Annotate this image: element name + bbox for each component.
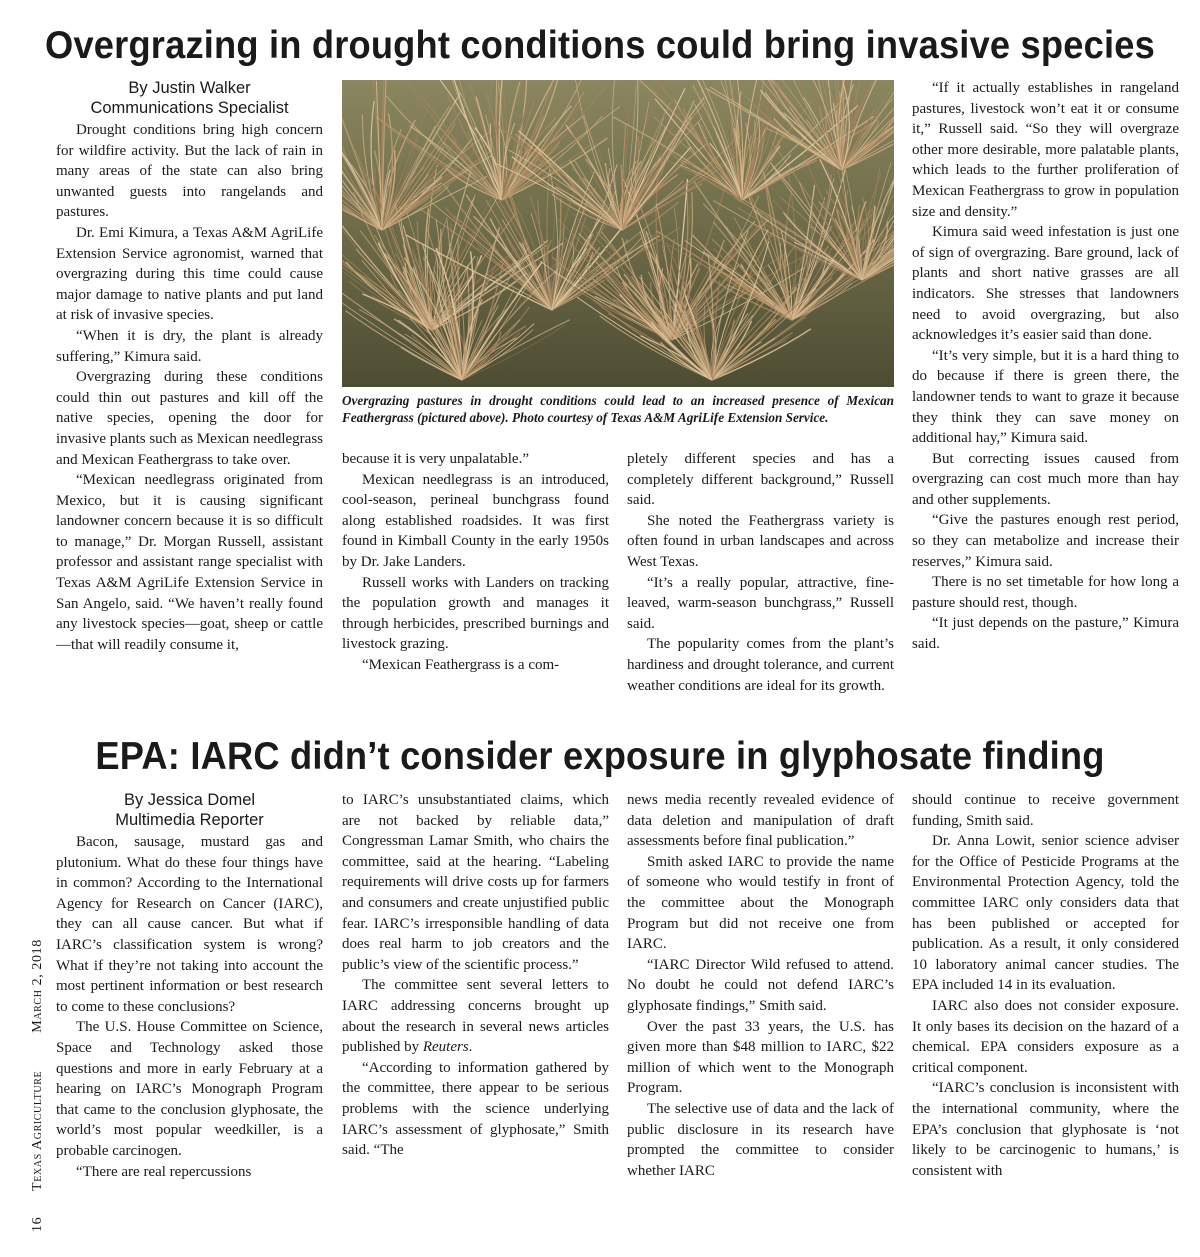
paragraph: “According to information gathered by the committee, there appear to be serious problems with the science underlying IARC’s assessment of glyphosate,” Smith said. “The xyxy=(342,1059,609,1159)
grass-illustration xyxy=(342,80,894,387)
byline-title: Multimedia Reporter xyxy=(115,811,264,829)
publication-name: Texas Agriculture xyxy=(30,1070,45,1191)
article1-byline xyxy=(56,78,323,118)
article2-column-1 xyxy=(56,790,323,1182)
paragraph: “Give the pastures enough rest period, so they can metabolize and increase their reserves,” Kimura said. xyxy=(912,512,1179,570)
paragraph: Smith asked IARC to provide the name of someone who would testify in front of the committee about the Monograph Program but did not receive one from IARC. xyxy=(627,853,894,953)
paragraph-end: . xyxy=(468,1039,473,1056)
article2-headline: EPA: IARC didn’t consider exposure in glyphosate finding xyxy=(95,735,1105,778)
paragraph xyxy=(342,975,609,1057)
paragraph: news media recently revealed evidence of data deletion and manipulation of draft assessments before final publication.” xyxy=(627,792,894,850)
publication-reference: Reuters xyxy=(422,1039,469,1056)
paragraph: “It’s very simple, but it is a hard thing to do because if there is green there, the landowner tends to want to graze it because they think they can save money on additional hay,” Kimura said. xyxy=(912,347,1179,447)
paragraph: “Mexican needlegrass originated from Mexico, but it is causing significant landowner concern because it is so difficult to manage,” Dr. Morgan Russell, assistant professor and assistant range specialist with Texas A&M AgriLife Extension Service in San Angelo, said. “We haven’t really found any livestock species—goat, sheep or cattle—that will readily consume it, xyxy=(56,472,323,653)
article2-column-3 xyxy=(627,790,894,1181)
paragraph: Bacon, sausage, mustard gas and plutonium. What do these four things have in common? According to the International Agency for Research on Cancer (IARC), they can all cause cancer. But what if IARC’s classification system is wrong? What if they’re not taking into account the most pertinent information or best research to come to these conclusions? xyxy=(56,834,323,1015)
byline-title: Communications Specialist xyxy=(90,99,289,117)
article1-column-1 xyxy=(56,78,323,655)
byline-name: By Jessica Domel xyxy=(123,791,256,809)
paragraph: Dr. Emi Kimura, a Texas A&M AgriLife Extension Service agronomist, warned that overgrazing during this time could cause major damage to native plants and put land at risk of invasive species. xyxy=(56,224,323,324)
paragraph: The selective use of data and the lack of public disclosure in its research have prompted the committee to consider whether IARC xyxy=(627,1100,894,1179)
article2-column-2 xyxy=(342,790,609,1161)
page-number: 16 xyxy=(30,1216,45,1232)
paragraph: Russell works with Landers on tracking the population growth and manages it through herbicides, prescribed burnings and livestock grazing. xyxy=(342,574,609,653)
paragraph: “It just depends on the pasture,” Kimura said. xyxy=(912,615,1179,653)
byline-name: By Justin Walker xyxy=(128,79,251,97)
paragraph: Mexican needlegrass is an introduced, cool-season, perineal bunchgrass found along established roadsides. It was first found in Kimball County in the early 1950s by Dr. Jake Landers. xyxy=(342,471,609,570)
paragraph: Dr. Anna Lowit, senior science adviser for the Office of Pesticide Programs at the Environmental Protection Agency, told the committee IARC only considers data that has been published or accepted for publication. As a result, it only considered 10 laboratory animal cancer studies. The EPA included 14 in its evaluation. xyxy=(912,833,1179,994)
article1-column-2 xyxy=(342,449,609,676)
paragraph: IARC also does not consider exposure. It only bases its decision on the hazard of a chemical. EPA considers exposure as a critical component. xyxy=(912,997,1179,1076)
paragraph: “It’s a really popular, attractive, fine-leaved, warm-season bunchgrass,” Russell said. xyxy=(627,574,894,632)
feathergrass-photo xyxy=(342,80,894,387)
paragraph: should continue to receive government funding, Smith said. xyxy=(912,792,1179,829)
issue-date: March 2, 2018 xyxy=(30,939,45,1033)
paragraph: “Mexican Feathergrass is a com- xyxy=(362,656,560,673)
paragraph: pletely different species and has a completely different background,” Russell said. xyxy=(627,451,894,509)
paragraph: “There are real repercussions xyxy=(76,1163,252,1180)
page-sidebar xyxy=(30,905,46,1232)
article1-column-3 xyxy=(627,449,894,696)
paragraph: to IARC’s unsubstantiated claims, which are not backed by reliable data,” Congressman Lamar Smith, who chairs the committee, said at the hearing. “Labeling requirements will drive costs up for farmers and consumers and create unjustified public fear. IARC’s irresponsible handling of data does real harm to job creators and the public’s view of the scientific process.” xyxy=(342,792,609,973)
article1-column-4 xyxy=(912,78,1179,655)
paragraph: Overgrazing during these conditions could thin out pastures and kill off the native species, opening the door for invasive plants such as Mexican needlegrass and Mexican Feathergrass to take over. xyxy=(56,369,324,468)
paragraph: “When it is dry, the plant is already suffering,” Kimura said. xyxy=(56,327,323,365)
paragraph: There is no set timetable for how long a pasture should rest, though. xyxy=(912,574,1179,611)
paragraph: “IARC’s conclusion is inconsistent with the international community, where the EPA’s conclusion that glyphosate is ‘not likely to be carcinogenic to humans,’ is consistent with xyxy=(912,1080,1179,1179)
paragraph: But correcting issues caused from overgrazing can cost much more than hay and other supplements. xyxy=(912,450,1179,508)
paragraph: The popularity comes from the plant’s hardiness and drought tolerance, and current weather conditions are ideal for its growth. xyxy=(627,636,894,694)
paragraph: The U.S. House Committee on Science, Space and Technology asked those questions and more in early February at a hearing on IARC’s Monograph Program that came to the conclusion glyphosate, the world’s most popular weedkiller, is a probable carcinogen. xyxy=(56,1019,323,1159)
paragraph: because it is very unpalatable.” xyxy=(342,451,530,467)
paragraph: Kimura said weed infestation is just one of sign of overgrazing. Bare ground, lack of plants and short native grasses are all indicators. She stresses that landowners need to avoid overgrazing, but also acknowledges it’s easier said than done. xyxy=(912,224,1179,344)
paragraph: “If it actually establishes in rangeland pastures, livestock won’t eat it or consume it,” Russell said. “So they will overgraze other more desirable, more palatable plants, which leads to the further proliferation of Mexican Feathergrass to grow in population size and density.” xyxy=(912,80,1179,220)
paragraph: Drought conditions bring high concern for wildfire activity. But the lack of rain in many areas of the state can also bring unwanted guests into rangelands and pastures. xyxy=(56,122,323,221)
paragraph: She noted the Feathergrass variety is often found in urban landscapes and across West Texas. xyxy=(627,512,894,570)
article2-byline xyxy=(56,790,323,830)
paragraph: Over the past 33 years, the U.S. has given more than $48 million to IARC, $22 million of which went to the Monograph Program. xyxy=(627,1018,894,1097)
paragraph: “IARC Director Wild refused to attend. No doubt he could not defend IARC’s glyphosate findings,” Smith said. xyxy=(627,956,894,1014)
paragraph-text: The committee sent several letters to IARC addressing concerns brought up about the research in several news articles published by xyxy=(342,977,609,1056)
article1-headline: Overgrazing in drought conditions could bring invasive species xyxy=(45,24,1155,67)
article2-column-4 xyxy=(912,790,1179,1181)
photo-caption: Overgrazing pastures in drought conditions could lead to an increased presence of Mexican Feathergrass (pictured above). Photo courtesy of Texas A&M AgriLife Extension Service. xyxy=(342,393,894,425)
